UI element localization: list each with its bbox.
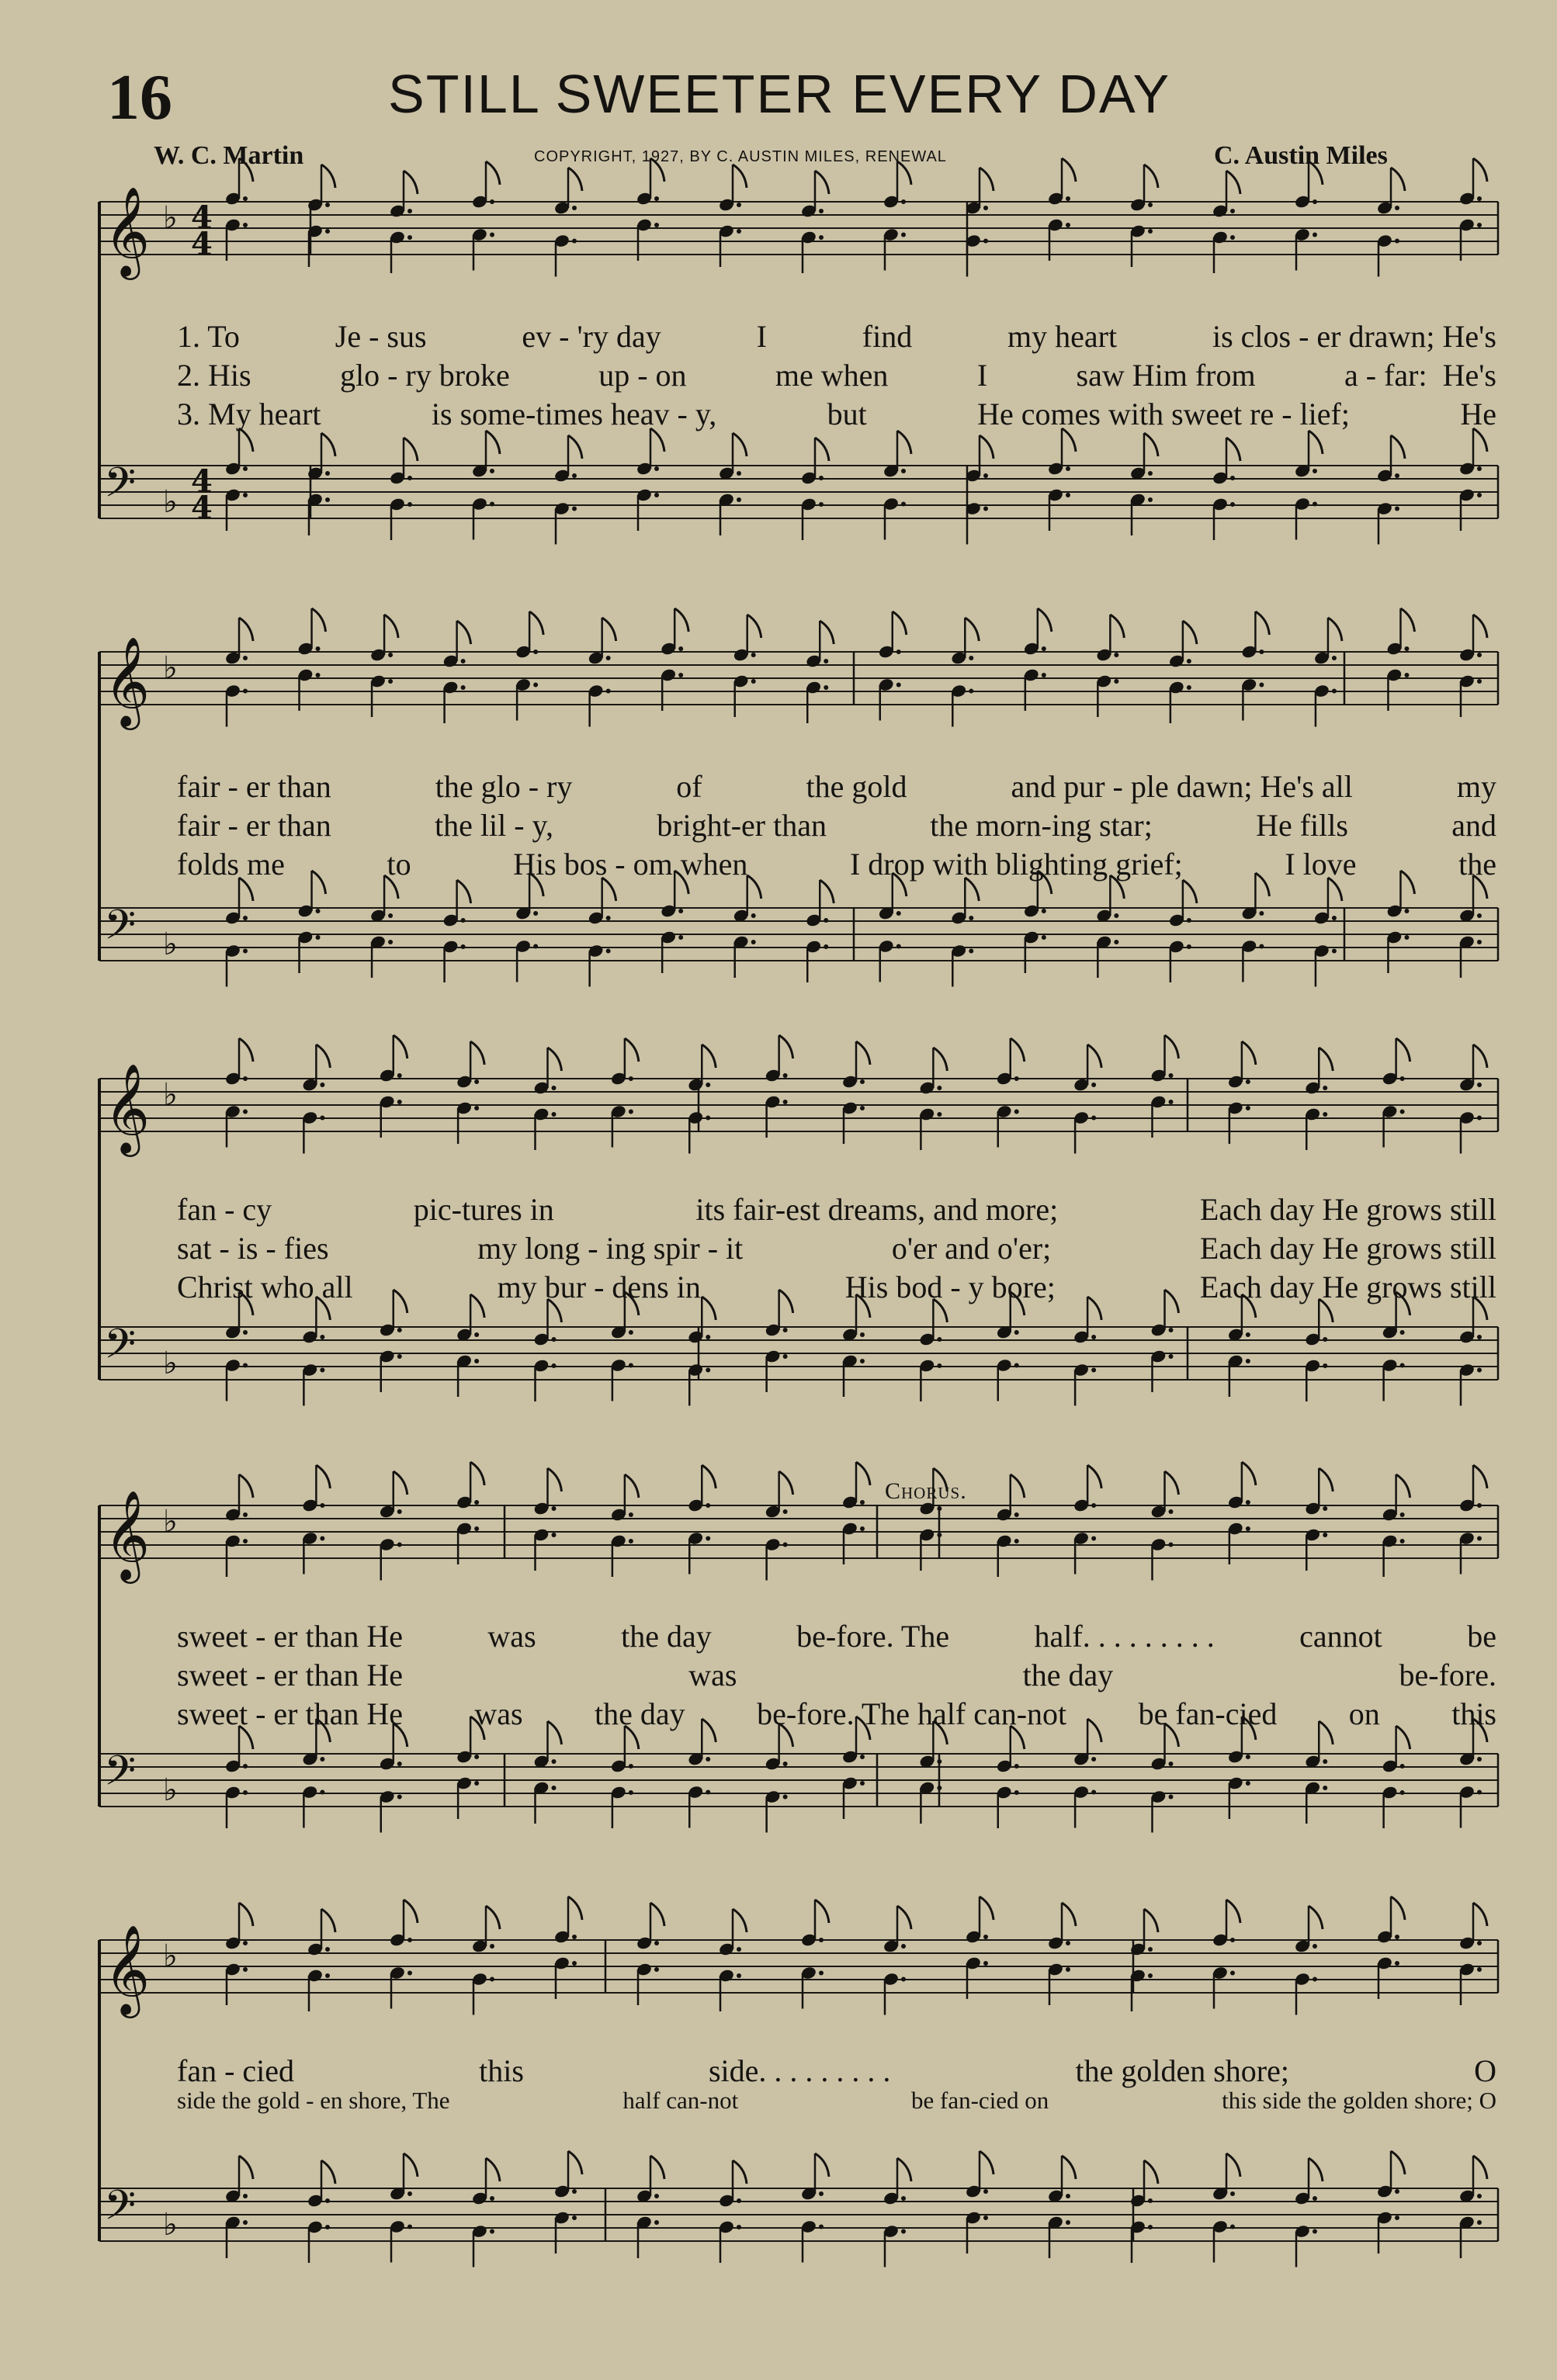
lyric-fragment: sweet - er than He <box>177 1696 403 1731</box>
lyric-line-verse-2 <box>177 807 1496 844</box>
music-system-3 <box>0 1063 1557 1424</box>
lyric-fragment: me when <box>775 358 889 393</box>
bass-clef-icon: 𝄢 <box>104 1748 137 1805</box>
hymn-title: STILL SWEETER EVERY DAY <box>388 64 1171 124</box>
lyric-fragment: my <box>1456 769 1496 804</box>
lyric-fragment: I <box>756 319 767 354</box>
lyric-fragment: fair - er than <box>177 808 331 843</box>
lyric-fragment: Each day He grows still <box>1199 1192 1496 1227</box>
lyric-fragment: this <box>479 2053 524 2088</box>
lyric-fragment: be fan-cied <box>1138 1696 1278 1731</box>
lyric-fragment: the gold <box>806 769 907 804</box>
lyric-fragment: be-fore. The half can-not <box>757 1696 1067 1731</box>
lyric-fragment: folds me <box>177 847 285 882</box>
treble-clef-icon: 𝄞 <box>104 1489 151 1580</box>
lyric-line-verse-3 <box>177 396 1496 432</box>
flat-icon: ♭ <box>163 1772 178 1808</box>
lyric-fragment: Je - sus <box>335 319 427 354</box>
treble-staff <box>99 608 1498 730</box>
lyric-fragment: 1. To <box>177 319 240 354</box>
lyric-fragment: this <box>1451 1696 1496 1731</box>
lyric-fragment: fair - er than <box>177 769 331 804</box>
lyric-fragment: cannot <box>1299 1619 1382 1654</box>
lyric-fragment: the glo - ry <box>435 769 573 804</box>
lyric-fragment: pic-tures in <box>413 1192 554 1227</box>
lyric-fragment: to <box>387 847 411 882</box>
lyric-line-verse-3 <box>177 1696 1496 1732</box>
time-signature-bottom: 4 <box>191 226 213 262</box>
bass-staff <box>99 428 1498 545</box>
treble-clef-icon: 𝄞 <box>104 1924 151 2015</box>
lyric-fragment: I love <box>1285 847 1357 882</box>
chorus-label: Chorus. <box>885 1478 967 1504</box>
lyric-fragment: 3. My heart <box>177 397 321 431</box>
lyric-line-verse-2 <box>177 357 1496 393</box>
flat-icon: ♭ <box>163 1504 178 1540</box>
lyric-fragment: its fair-est dreams, and more; <box>695 1192 1059 1227</box>
treble-clef-icon: 𝄞 <box>104 636 151 726</box>
lyric-fragment: side the gold - en shore, The <box>177 2087 450 2114</box>
lyric-fragment: Each day He grows still <box>1199 1231 1496 1266</box>
lyric-fragment: the day <box>595 1696 685 1731</box>
lyric-fragment: the <box>1458 847 1496 882</box>
lyric-line-verse-1 <box>177 1618 1496 1654</box>
lyric-fragment: the lil - y, <box>435 808 553 843</box>
lyric-fragment: 2. His <box>177 358 251 393</box>
lyric-fragment: sweet - er than He <box>177 1658 403 1692</box>
lyric-line-verse-1 <box>177 768 1496 805</box>
lyric-fragment: the golden shore; <box>1075 2053 1289 2088</box>
treble-staff <box>99 1035 1498 1157</box>
lyric-fragment: on <box>1348 1696 1380 1731</box>
lyric-fragment: He <box>1460 397 1496 431</box>
lyric-fragment: His bos - om when <box>513 847 748 882</box>
flat-icon: ♭ <box>163 1077 178 1113</box>
bass-staff <box>99 2151 1498 2267</box>
lyric-fragment: His bod - y bore; <box>844 1270 1056 1304</box>
treble-clef-icon: 𝄞 <box>104 1062 151 1153</box>
lyric-fragment: be <box>1467 1619 1496 1654</box>
copyright-notice: COPYRIGHT, 1927, BY C. AUSTIN MILES, RENEWAL <box>534 148 947 165</box>
composer-credit: C. Austin Miles <box>1214 141 1388 170</box>
bass-clef-icon: 𝄢 <box>104 2182 137 2240</box>
lyric-fragment: is clos - er drawn; He's <box>1212 319 1496 354</box>
lyric-fragment: He comes with sweet re - lief; <box>977 397 1350 431</box>
bass-clef-icon: 𝄢 <box>104 902 137 959</box>
treble-clef-icon: 𝄞 <box>104 185 151 276</box>
page-number: 16 <box>107 61 172 133</box>
time-signature-top: 4 <box>191 199 213 236</box>
lyric-fragment: He fills <box>1256 808 1348 843</box>
lyric-fragment: this side the golden shore; O <box>1222 2087 1496 2114</box>
lyric-fragment: is some-times heav - y, <box>431 397 717 431</box>
lyric-fragment: o'er and o'er; <box>891 1231 1052 1266</box>
lyric-fragment: my bur - dens in <box>497 1270 701 1304</box>
flat-icon: ♭ <box>163 2207 178 2243</box>
lyric-line-verse-2 <box>177 2087 1496 2115</box>
lyric-fragment: up - on <box>598 358 687 393</box>
lyric-fragment: side. . . . . . . . . <box>708 2053 891 2088</box>
author-credit: W. C. Martin <box>154 141 304 170</box>
lyric-line-verse-1 <box>177 1191 1496 1228</box>
lyric-line-verse-2 <box>177 1230 1496 1266</box>
lyric-fragment: O <box>1474 2053 1496 2088</box>
time-signature-bottom: 4 <box>191 490 213 526</box>
lyric-fragment: the day <box>1022 1658 1114 1692</box>
lyric-fragment: saw Him from <box>1076 358 1256 393</box>
bass-staff <box>99 1290 1498 1406</box>
lyric-fragment: but <box>827 397 867 431</box>
lyric-fragment: and pur - ple dawn; He's all <box>1011 769 1353 804</box>
lyric-line-verse-1 <box>177 2053 1496 2089</box>
lyric-fragment: find <box>862 319 913 354</box>
lyric-fragment: half. . . . . . . . . <box>1034 1619 1215 1654</box>
lyric-fragment: sweet - er than He <box>177 1619 403 1654</box>
lyric-fragment: ev - 'ry day <box>522 319 661 354</box>
lyric-fragment: glo - ry broke <box>339 358 510 393</box>
lyric-fragment: the morn-ing star; <box>930 808 1153 843</box>
lyric-fragment: I drop with blighting grief; <box>849 847 1183 882</box>
lyric-line-verse-2 <box>177 1657 1496 1693</box>
bass-clef-icon: 𝄢 <box>104 459 137 517</box>
music-system-5 <box>0 1924 1557 2285</box>
lyric-fragment: the day <box>621 1619 712 1654</box>
lyric-line-verse-3 <box>177 1269 1496 1305</box>
lyric-fragment: be-fore. <box>1399 1658 1496 1692</box>
lyric-fragment: be-fore. The <box>796 1619 950 1654</box>
lyric-fragment: and <box>1451 808 1496 843</box>
lyric-fragment: sat - is - fies <box>177 1231 329 1266</box>
treble-staff <box>99 158 1498 280</box>
lyric-fragment: was <box>688 1658 737 1692</box>
bass-clef-icon: 𝄢 <box>104 1321 137 1378</box>
lyric-fragment: was <box>474 1696 523 1731</box>
flat-icon: ♭ <box>163 1938 178 1974</box>
music-system-4 <box>0 1490 1557 1851</box>
lyric-fragment: fan - cied <box>177 2053 295 2088</box>
flat-icon: ♭ <box>163 1346 178 1381</box>
lyric-fragment: was <box>487 1619 536 1654</box>
flat-icon: ♭ <box>163 200 178 236</box>
bass-staff <box>99 871 1498 987</box>
lyric-fragment: half can-not <box>622 2087 739 2114</box>
lyric-fragment: of <box>676 769 702 804</box>
music-system-1 <box>0 186 1557 563</box>
flat-icon: ♭ <box>163 484 178 520</box>
music-system-2 <box>0 636 1557 1005</box>
lyric-fragment: fan - cy <box>177 1192 272 1227</box>
treble-staff <box>99 1462 1498 1584</box>
treble-staff <box>99 1897 1498 2018</box>
lyric-fragment: Christ who all <box>177 1270 353 1304</box>
time-signature-top: 4 <box>191 463 213 500</box>
flat-icon: ♭ <box>163 927 178 962</box>
lyric-fragment: bright-er than <box>657 808 827 843</box>
lyric-fragment: my heart <box>1007 319 1118 354</box>
lyric-fragment: my long - ing spir - it <box>477 1231 744 1266</box>
lyric-fragment: a - far: He's <box>1344 358 1496 393</box>
flat-icon: ♭ <box>163 650 178 686</box>
lyric-fragment: I <box>976 358 988 393</box>
lyric-line-verse-1 <box>177 318 1496 355</box>
lyric-line-verse-3 <box>177 846 1496 882</box>
lyric-fragment: Each day He grows still <box>1199 1270 1496 1304</box>
bass-staff <box>99 1717 1498 1833</box>
lyric-fragment: be fan-cied on <box>911 2087 1049 2114</box>
